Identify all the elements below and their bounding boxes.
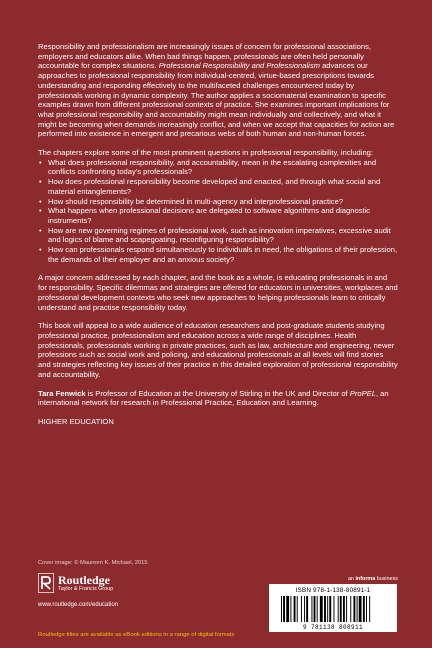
book-title: Professional Responsibility and Professionalism — [158, 61, 320, 71]
list-item: • What does professional responsibility, and accountability, mean in the escalating complexities and conflicts confronting today's professionals? — [48, 158, 398, 177]
cover-credit: Cover image: © Maureen K. Michael, 2015 — [38, 560, 148, 566]
publisher-name: Routledge — [58, 572, 110, 587]
audience-paragraph: This book will appeal to a wide audience of education researchers and post-graduate students studying professional practice, professionalism and education across a wide range of disciplines. Health professionals, professionals working in private practices, such as law, architecture and engineering, newer professions such as social work and policing, and educational professionals at all levels will find stories and strategies reflecting key issues of their practice in this detailed exploration of professional responsibility and accountability. — [38, 321, 398, 379]
intro-paragraph — [38, 42, 398, 139]
bio-text-end: , an international network for research in Professional Practice, Education and Learning. — [38, 388, 389, 408]
barcode-panel — [269, 584, 397, 632]
informa-prefix: an — [347, 576, 356, 582]
list-item: • How should responsibility be determined in multi-agency and interprofessional practice? — [48, 197, 398, 207]
barcode-icon — [281, 596, 385, 622]
author-bio — [38, 389, 398, 408]
informa-business — [348, 576, 398, 582]
publisher-logo — [38, 573, 113, 593]
list-item: • How can professionals respond simultaneously to individuals in need, the obligations of their profession, the demands of their employer and an anxious society? — [48, 245, 398, 264]
intro-text-before: Responsibility and professionalism are increasingly issues of concern for professional associations, employers and educators alike. When bad things happen, professionals are often held personally accountable for complex situations. — [38, 42, 372, 71]
bio-text: is Professor of Education at the University of Stirling in the UK and Director of — [85, 388, 350, 398]
back-cover-text — [38, 42, 398, 436]
list-item: • How are new governing regimes of professional work, such as innovation imperatives, excessive audit and logics of blame and scapegoating, reconfiguring responsibility? — [48, 226, 398, 245]
informa-brand: informa — [355, 576, 376, 582]
subject-category: HIGHER EDUCATION — [38, 416, 114, 426]
informa-suffix: business — [375, 576, 398, 582]
author-name: Tara Fenwick — [38, 388, 86, 398]
list-item: • What happens when professional decisions are delegated to software algorithms and diagnostic instruments? — [48, 206, 398, 225]
publisher-wordmark — [58, 574, 113, 593]
barcode-number: 9 781138 808911 — [302, 624, 363, 631]
isbn: ISBN 978-1-138-80891-1 — [295, 587, 371, 594]
publisher-group: Taylor & Francis Group — [58, 585, 114, 592]
concern-paragraph: A major concern addressed by each chapter, and the book as a whole, is educating professionals in and for responsibility. Specific dilemmas and strategies are offered for educators in universities, workplaces and professional development contexts who seek new approaches to helping professionals learn to critically understand and practise responsibility today. — [38, 273, 398, 312]
question-list — [38, 158, 398, 265]
routledge-logo-icon — [38, 573, 54, 593]
network-name: ProPEL — [349, 388, 376, 398]
ebook-note: Routledge titles are available as eBook editions in a range of digital formats — [38, 632, 235, 638]
publisher-website[interactable]: www.routledge.com/education — [38, 602, 119, 608]
list-item: • How does professional responsibility become developed and enacted, and through what social and material entanglements? — [48, 177, 398, 196]
intro-text-after: advances our approaches to professional responsibility from individual-centred, virtue-based prescriptions towards understanding and responding effectively to the multifaceted challenges encountered today by professionals working in dynamic complexity. The author applies a sociomaterial examination to specific examples drawn from different professional contexts of practice. She examines important implications for what professional responsibility and accountability might mean individually and collectively, and what it might be becoming when demands increasingly conflict, and when we accept that capacities for action are performed into existence in emergent and precarious webs of both human and non-human forces. — [38, 61, 395, 139]
chapters-lead: The chapters explore some of the most prominent questions in professional responsibility, including: — [38, 148, 374, 158]
